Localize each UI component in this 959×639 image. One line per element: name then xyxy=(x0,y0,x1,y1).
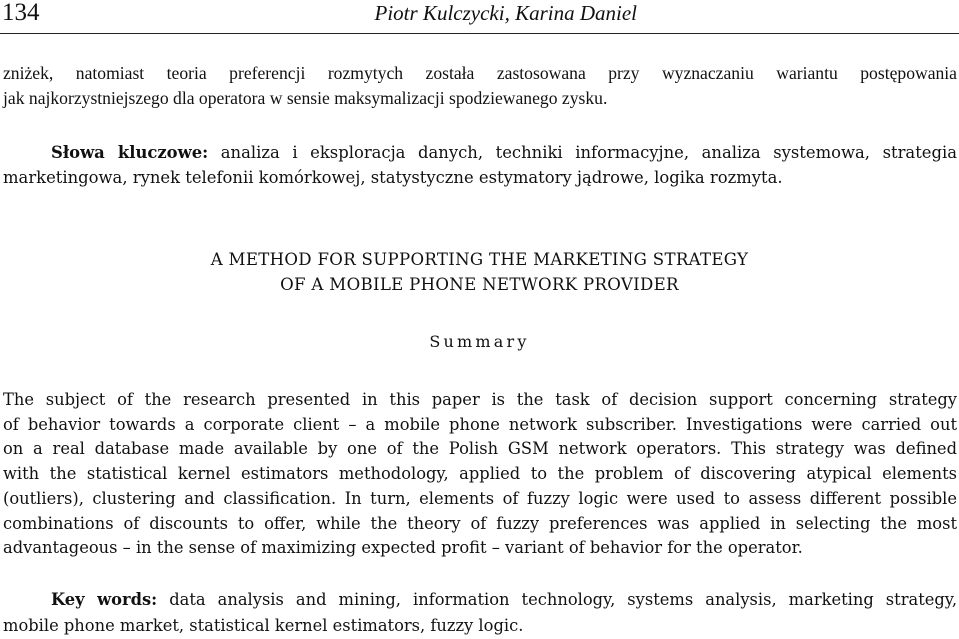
keywords-english-line xyxy=(3,587,957,613)
page-number: 134 xyxy=(2,0,40,26)
keywords-polish-text-1: analiza i eksploracja danych, techniki informacyjne, analiza systemowa, strategia xyxy=(208,143,957,162)
keywords-polish-label: Słowa kluczowe: xyxy=(51,143,209,162)
abstract-line: (outliers), clustering and classification. In turn, elements of fuzzy logic were used to assess different possible xyxy=(3,488,957,508)
intro-paragraph xyxy=(3,61,957,111)
intro-line: zniżek, natomiast teoria preferencji rozmytych została zastosowana przy wyznaczaniu wariantu postępowania xyxy=(3,63,957,83)
header-rule xyxy=(0,33,959,34)
running-head-authors: Piotr Kulczycki, Karina Daniel xyxy=(374,1,637,25)
keywords-polish xyxy=(3,140,957,190)
keywords-polish-line xyxy=(3,140,957,165)
keywords-polish-text-2: marketingowa, rynek telefonii komórkowej, statystyczne estymatory jądrowe, logika rozmyta. xyxy=(3,168,783,187)
abstract-line: advantageous – in the sense of maximizing expected profit – variant of behavior for the operator. xyxy=(3,538,803,558)
title-line-2: OF A MOBILE PHONE NETWORK PROVIDER xyxy=(280,275,679,294)
abstract-line: combinations of discounts to offer, while the theory of fuzzy preferences was applied in selecting the most xyxy=(3,513,957,533)
intro-line: jak najkorzystniejszego dla operatora w sensie maksymalizacji spodziewanego zysku. xyxy=(3,88,608,108)
keywords-english-text-1: data analysis and mining, information technology, systems analysis, marketing strategy, xyxy=(157,590,958,609)
keywords-english-text-2: mobile phone market, statistical kernel estimators, fuzzy logic. xyxy=(3,616,524,635)
summary-heading: Summary xyxy=(429,332,530,351)
title-line-1: A METHOD FOR SUPPORTING THE MARKETING STRATEGY xyxy=(210,250,749,269)
abstract-line: on a real database made available by one of the Polish GSM network operators. This strategy was defined xyxy=(3,439,957,459)
keywords-english-label: Key words: xyxy=(51,590,158,609)
abstract-line: with the statistical kernel estimators methodology, applied to the problem of discovering atypical elements xyxy=(3,464,957,484)
english-title xyxy=(0,247,959,297)
abstract-line: of behavior towards a corporate client – a mobile phone network subscriber. Investigations were carried out xyxy=(3,414,957,434)
page-header xyxy=(0,0,959,34)
abstract-line: The subject of the research presented in this paper is the task of decision support concerning strategy xyxy=(3,390,957,409)
keywords-english xyxy=(3,587,957,639)
abstract-paragraph xyxy=(3,388,957,561)
